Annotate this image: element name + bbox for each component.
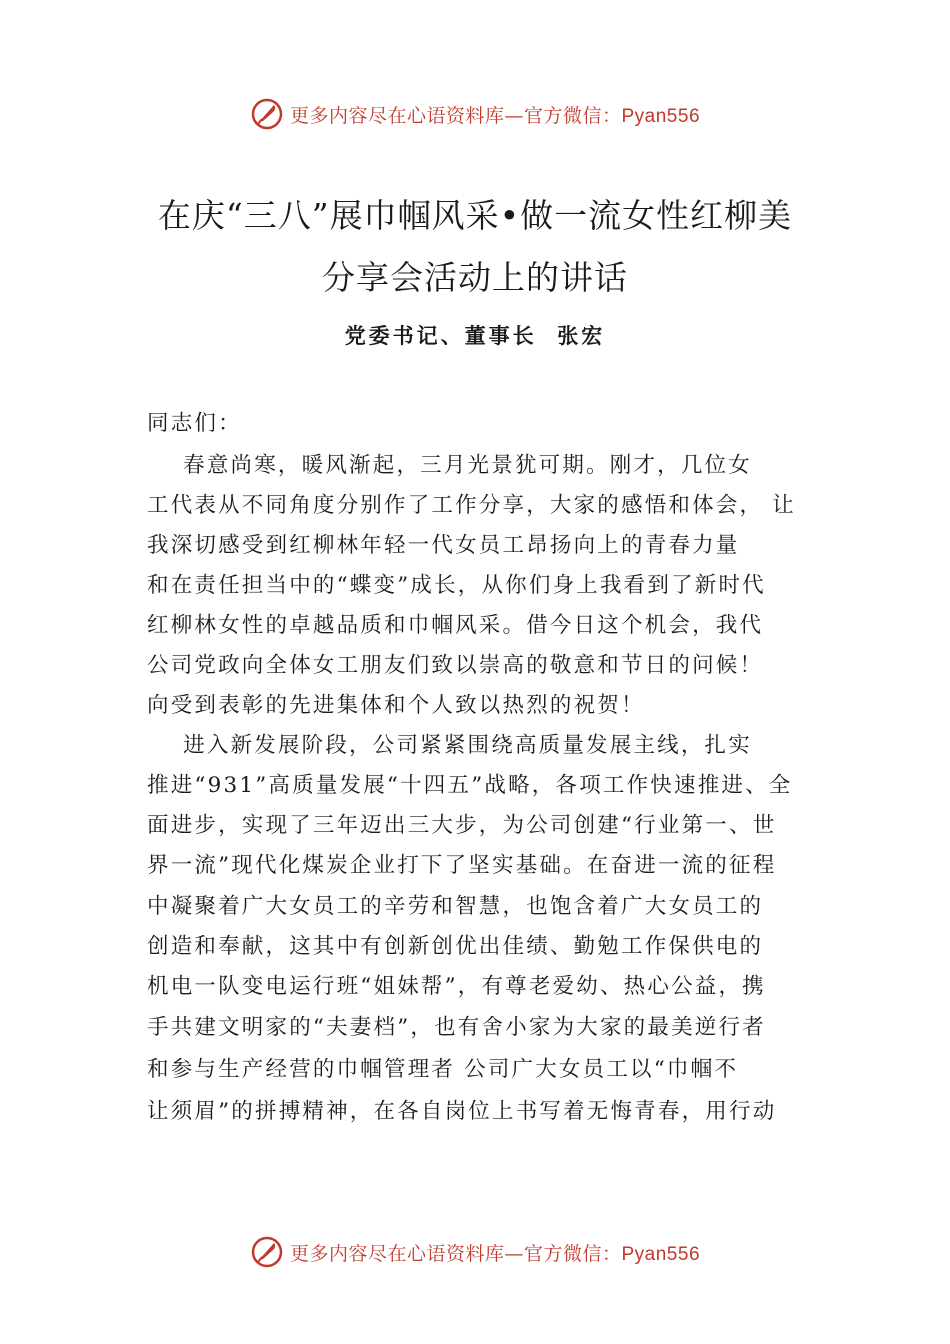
body-line: 手共建文明家的“夫妻档”，也有舍小家为大家的最美逆行者: [147, 1015, 766, 1040]
document-title-line2: 分享会活动上的讲话: [322, 258, 628, 297]
banner-label: 更多内容尽在心语资料库—官方微信：: [289, 1242, 622, 1265]
body-line: 面进步，实现了三年迈出三大步，为公司创建“行业第一、世: [147, 813, 777, 838]
bottom-banner: [0, 1232, 950, 1272]
document-title-line1: 在庆“三八”展巾帼风采•做一流女性红柳美: [157, 196, 793, 235]
body-line: 和参与生产经营的巾帼管理者 公司广大女员工以“巾帼不: [147, 1057, 739, 1082]
body-line: 界一流”现代化煤炭企业打下了坚实基础。在奋进一流的征程: [147, 853, 777, 878]
document-author: 党委书记、董事长 张宏: [344, 323, 606, 348]
banner-text: [290, 101, 700, 128]
body-line: 进入新发展阶段，公司紧紧围绕高质量发展主线，扎实: [147, 733, 752, 758]
body-line: 和在责任担当中的“蝶变”成长，从你们身上我看到了新时代: [147, 573, 766, 598]
body-line: 中凝聚着广大女员工的辛劳和智慧，也饱含着广大女员工的: [147, 894, 764, 919]
greeting: 同志们：: [147, 411, 242, 436]
body-line: 创造和奉献，这其中有创新创优出佳绩、勤勉工作保供电的: [147, 934, 764, 959]
top-banner: [0, 94, 950, 134]
body-line: 机电一队变电运行班“姐妹帮”，有尊老爱幼、热心公益，携: [147, 974, 766, 999]
wechat-id: Pyan556: [621, 105, 701, 127]
body-line: 我深切感受到红柳林年轻一代女员工昂扬向上的青春力量: [147, 533, 740, 558]
body-line: 向受到表彰的先进集体和个人致以热烈的祝贺！: [147, 693, 645, 718]
body-line: 公司党政向全体女工朋友们致以崇高的敬意和节日的问候！: [147, 653, 764, 678]
feather-pen-icon: [250, 1235, 284, 1269]
body-line: 工代表从不同角度分别作了工作分享，大家的感悟和体会， 让: [147, 493, 796, 518]
feather-pen-icon: [250, 97, 284, 131]
body-line: 让须眉”的拼搏精神，在各自岗位上书写着无悔青春，用行动: [147, 1099, 777, 1124]
body-line: 春意尚寒，暖风渐起，三月光景犹可期。刚才，几位女: [147, 453, 752, 478]
banner-text: [290, 1239, 700, 1266]
body-line: 红柳林女性的卓越品质和巾帼风采。借今日这个机会，我代: [147, 613, 764, 638]
body-line: 推进“931”高质量发展“十四五”战略，各项工作快速推进、全: [147, 773, 793, 798]
banner-label: 更多内容尽在心语资料库—官方微信：: [289, 104, 622, 127]
wechat-id: Pyan556: [621, 1243, 701, 1265]
